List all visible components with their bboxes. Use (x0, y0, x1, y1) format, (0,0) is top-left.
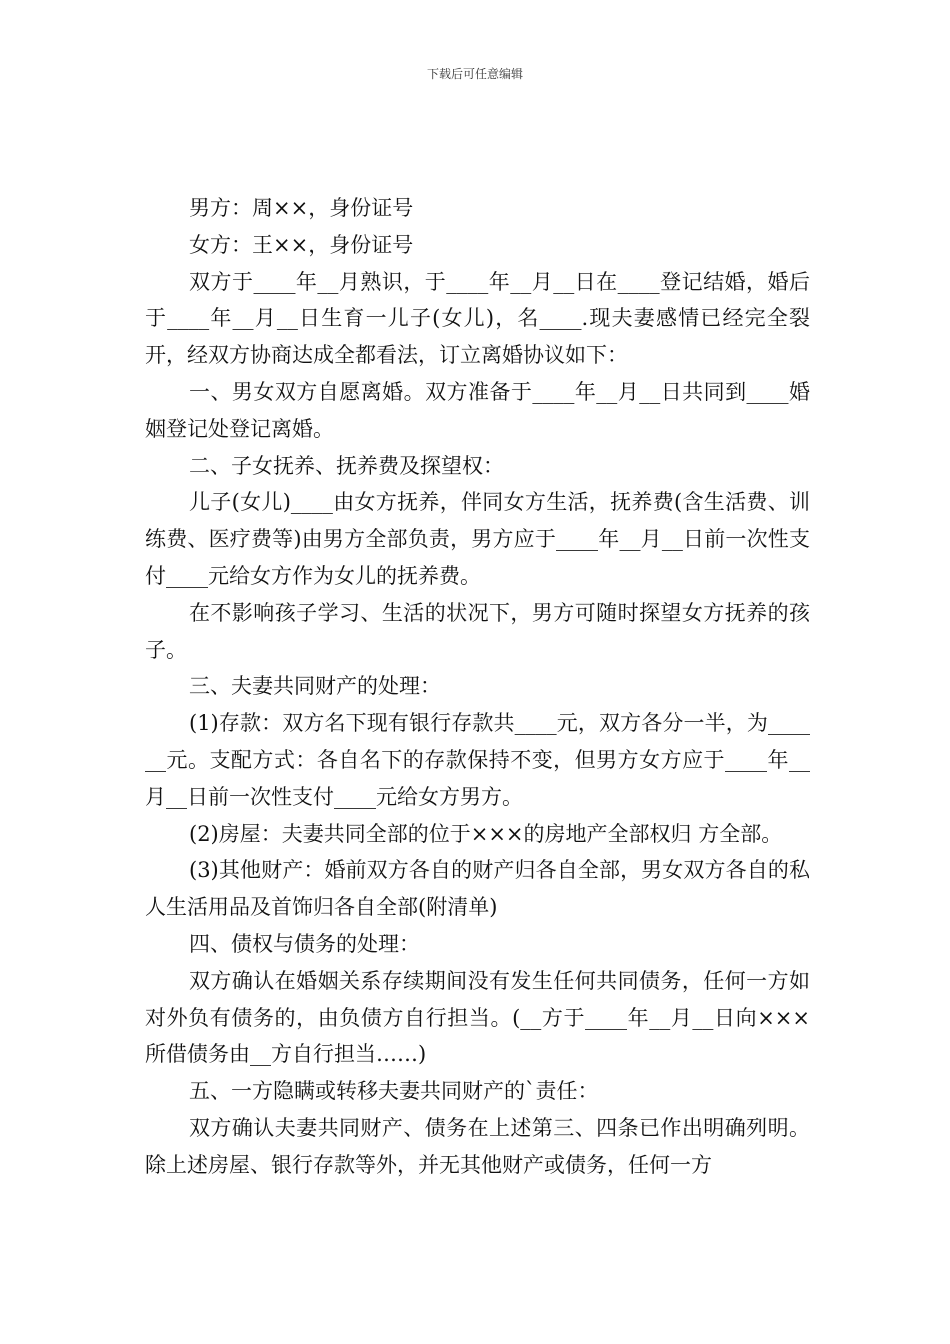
document-body (145, 190, 810, 1184)
paragraph-article-1: 一、男女双方自愿离婚。双方准备于____年__月__日共同到____婚姻登记处登记离婚。 (145, 379, 810, 441)
paragraph-debts: 双方确认在婚姻关系存续期间没有发生任何共同债务，任何一方如对外负有债务的，由负债方自行担当。(__方于____年__月__日向×××所借债务由__方自行担当……) (145, 968, 810, 1067)
page-header-note: 下载后可任意编辑 (426, 67, 523, 81)
paragraph-article-4-heading: 四、债权与债务的处理： (189, 931, 420, 956)
paragraph-female-party: 女方：王××，身份证号 (189, 232, 414, 257)
paragraph-child-custody: 儿子(女儿)____由女方抚养，伴同女方生活，抚养费(含生活费、训练费、医疗费等)由男方全部负责，男方应于____年__月__日前一次性支付____元给女方作为女儿的抚养费。 (145, 490, 810, 588)
paragraph-article-3-heading: 三、夫妻共同财产的处理： (189, 674, 441, 699)
paragraph-house: (2)房屋：夫妻共同全部的位于×××的房地产全部权归 方全部。 (189, 821, 783, 846)
paragraph-article-2-heading: 二、子女抚养、抚养费及探望权： (189, 453, 504, 478)
paragraph-intro: 双方于____年__月熟识，于____年__月__日在____登记结婚，婚后于____年__月__日生育一儿子(女儿)，名____.现夫妻感情已经完全裂开，经双方协商达成全都看法，订立离婚协议如下： (145, 269, 810, 368)
paragraph-article-5-heading: 五、一方隐瞒或转移夫妻共同财产的`责任： (189, 1079, 599, 1104)
paragraph-visitation: 在不影响孩子学习、生活的状况下，男方可随时探望女方抚养的孩子。 (145, 600, 810, 662)
paragraph-other-property: (3)其他财产：婚前双方各自的财产归各自全部，男女双方各自的私人生活用品及首饰归各自全部(附清单) (145, 858, 810, 920)
paragraph-concealment: 双方确认夫妻共同财产、债务在上述第三、四条已作出明确列明。除上述房屋、银行存款等外，并无其他财产或债务，任何一方 (145, 1115, 810, 1177)
paragraph-savings: (1)存款：双方名下现有银行存款共____元，双方各分一半，为______元。支配方式：各自名下的存款保持不变，但男方女方应于____年__月__日前一次性支付____元给女方男方。 (145, 711, 810, 809)
paragraph-male-party: 男方：周××，身份证号 (189, 196, 414, 220)
